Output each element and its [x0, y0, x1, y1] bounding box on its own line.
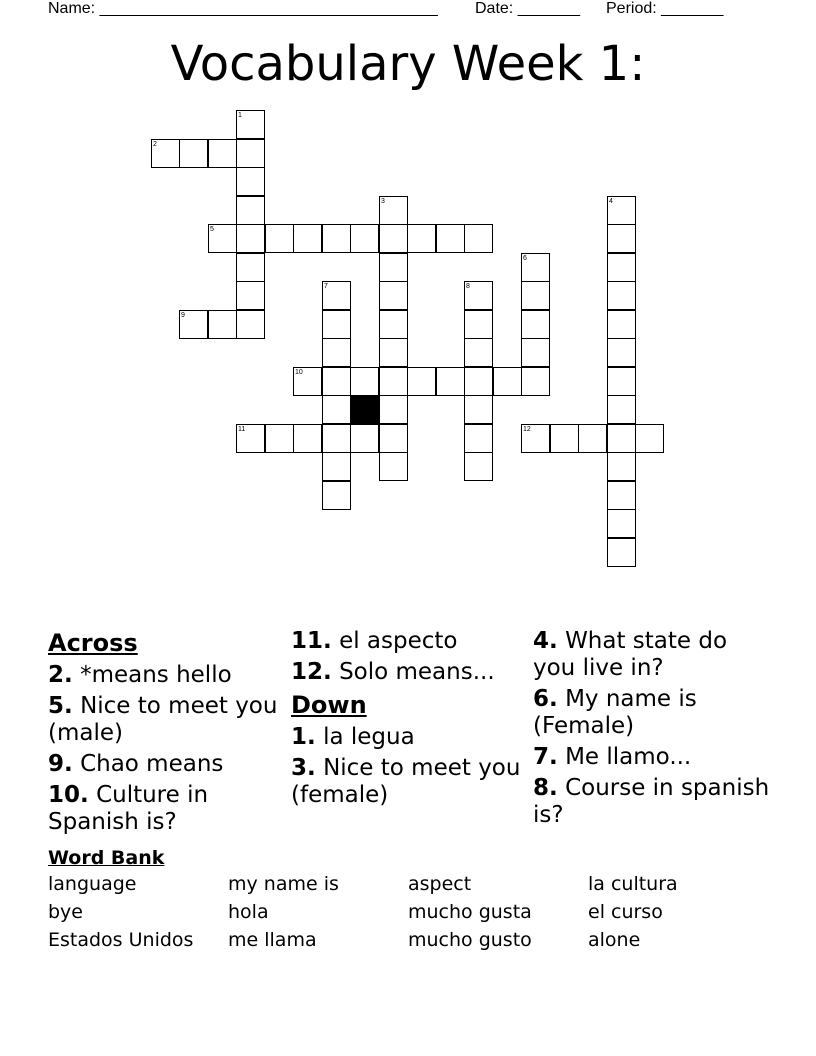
clue-text: Culture in Spanish is? [48, 782, 209, 835]
crossword-cell[interactable] [464, 395, 493, 424]
crossword-clue-number: 10 [295, 369, 303, 376]
clue-number: 11. [291, 628, 332, 654]
clue-down-4 [533, 628, 773, 682]
clue-number: 7. [533, 744, 558, 770]
crossword-cell[interactable] [236, 167, 265, 196]
crossword-cell[interactable] [607, 281, 636, 310]
crossword-cell[interactable] [521, 281, 550, 310]
word-bank-item: alone [588, 929, 641, 951]
crossword-cell[interactable] [322, 281, 351, 310]
clue-text: Chao means [80, 751, 224, 777]
crossword-black-square [350, 395, 379, 424]
clue-down-1 [291, 724, 531, 751]
crossword-cell[interactable] [607, 509, 636, 538]
crossword-cell[interactable] [379, 253, 408, 282]
across-heading: Across [48, 629, 138, 657]
word-bank-item: hola [228, 901, 269, 923]
crossword-cell[interactable] [208, 139, 237, 168]
crossword-cell[interactable] [550, 424, 579, 453]
crossword-clue-number: 9 [181, 312, 185, 319]
clue-number: 9. [48, 751, 73, 777]
crossword-cell[interactable] [379, 310, 408, 339]
crossword-cell[interactable] [379, 424, 408, 453]
period-field[interactable]: Period: _______ [606, 0, 724, 17]
crossword-cell[interactable] [521, 367, 550, 396]
word-bank-item: mucho gusta [408, 901, 532, 923]
clue-number: 10. [48, 782, 89, 808]
word-bank [48, 846, 788, 960]
crossword-cell[interactable] [151, 139, 180, 168]
clue-number: 1. [291, 724, 316, 750]
crossword-cell[interactable] [236, 424, 265, 453]
crossword-cell[interactable] [607, 395, 636, 424]
crossword-cell[interactable] [322, 424, 351, 453]
crossword-cell[interactable] [322, 452, 351, 481]
crossword-cell[interactable] [379, 224, 408, 253]
crossword-cell[interactable] [236, 310, 265, 339]
crossword-cell[interactable] [322, 224, 351, 253]
clue-across-5 [48, 693, 288, 747]
crossword-cell[interactable] [521, 253, 550, 282]
crossword-clue-number: 8 [466, 283, 470, 290]
crossword-cell[interactable] [236, 139, 265, 168]
clue-number: 6. [533, 686, 558, 712]
crossword-clue-number: 6 [523, 255, 527, 262]
crossword-cell[interactable] [322, 338, 351, 367]
name-field[interactable]: Name: ______________________________________ [48, 0, 438, 17]
clue-text: Nice to meet you (female) [291, 755, 521, 808]
crossword-cell[interactable] [607, 452, 636, 481]
word-bank-item: my name is [228, 873, 339, 895]
crossword-cell[interactable] [464, 338, 493, 367]
clue-across-9 [48, 751, 288, 778]
crossword-cell[interactable] [265, 424, 294, 453]
crossword-cell[interactable] [379, 281, 408, 310]
crossword-cell[interactable] [464, 224, 493, 253]
crossword-cell[interactable] [379, 452, 408, 481]
clue-number: 4. [533, 628, 558, 654]
crossword-cell[interactable] [236, 253, 265, 282]
clue-text: Me llamo... [565, 744, 692, 770]
crossword-clue-number: 12 [523, 426, 531, 433]
crossword-cell[interactable] [607, 196, 636, 225]
crossword-cell[interactable] [350, 367, 379, 396]
crossword-cell[interactable] [521, 424, 550, 453]
clue-number: 5. [48, 693, 73, 719]
crossword-cell[interactable] [379, 395, 408, 424]
crossword-clue-number: 5 [210, 226, 214, 233]
crossword-cell[interactable] [322, 310, 351, 339]
clue-number: 3. [291, 755, 316, 781]
clues-section [48, 628, 788, 848]
clue-down-8 [533, 775, 773, 829]
crossword-cell[interactable] [464, 367, 493, 396]
crossword-cell[interactable] [236, 196, 265, 225]
page-title: Vocabulary Week 1: [170, 36, 646, 92]
crossword-cell[interactable] [179, 139, 208, 168]
crossword-cell[interactable] [464, 424, 493, 453]
crossword-cell[interactable] [293, 224, 322, 253]
word-bank-item: la cultura [588, 873, 678, 895]
crossword-cell[interactable] [607, 424, 636, 453]
crossword-cell[interactable] [322, 367, 351, 396]
date-field[interactable]: Date: _______ [475, 0, 580, 17]
crossword-cell[interactable] [208, 310, 237, 339]
word-bank-item: me llama [228, 929, 317, 951]
crossword-cell[interactable] [521, 310, 550, 339]
crossword-cell[interactable] [407, 224, 436, 253]
crossword-cell[interactable] [607, 367, 636, 396]
crossword-clue-number: 1 [238, 112, 242, 119]
crossword-cell[interactable] [236, 110, 265, 139]
clues-column-3 [533, 628, 773, 833]
crossword-cell[interactable] [293, 424, 322, 453]
crossword-cell[interactable] [350, 224, 379, 253]
clue-across-2 [48, 662, 288, 689]
crossword-cell[interactable] [464, 281, 493, 310]
crossword-cell[interactable] [265, 224, 294, 253]
crossword-cell[interactable] [436, 367, 465, 396]
clue-text: el aspecto [339, 628, 458, 654]
crossword-cell[interactable] [379, 196, 408, 225]
crossword-cell[interactable] [179, 310, 208, 339]
crossword-cell[interactable] [607, 338, 636, 367]
crossword-cell[interactable] [493, 367, 522, 396]
clue-text: My name is (Female) [533, 686, 697, 739]
crossword-clue-number: 3 [381, 198, 385, 205]
crossword-cell[interactable] [578, 424, 607, 453]
down-heading: Down [291, 691, 367, 719]
crossword-cell[interactable] [322, 395, 351, 424]
crossword-cell[interactable] [521, 338, 550, 367]
crossword-cell[interactable] [236, 224, 265, 253]
word-bank-item: Estados Unidos [48, 929, 194, 951]
clue-text: Course in spanish is? [533, 775, 770, 828]
crossword-cell[interactable] [322, 481, 351, 510]
crossword-cell[interactable] [607, 481, 636, 510]
clue-across-11 [291, 628, 531, 655]
clue-text: *means hello [80, 662, 232, 688]
clue-number: 8. [533, 775, 558, 801]
clue-across-10 [48, 782, 288, 836]
crossword-clue-number: 4 [609, 198, 613, 205]
crossword-cell[interactable] [236, 281, 265, 310]
crossword-cell[interactable] [293, 367, 322, 396]
crossword-cell[interactable] [607, 224, 636, 253]
crossword-clue-number: 11 [238, 426, 246, 433]
crossword-cell[interactable] [379, 367, 408, 396]
word-bank-item: aspect [408, 873, 472, 895]
clue-down-3 [291, 755, 531, 809]
clue-text: What state do you live in? [533, 628, 728, 681]
crossword-cell[interactable] [464, 452, 493, 481]
clue-text: Nice to meet you (male) [48, 693, 278, 746]
crossword-cell[interactable] [635, 424, 664, 453]
crossword-cell[interactable] [607, 253, 636, 282]
clue-across-12 [291, 659, 531, 686]
crossword-cell[interactable] [607, 538, 636, 567]
crossword-clue-number: 7 [324, 283, 328, 290]
crossword-cell[interactable] [208, 224, 237, 253]
word-bank-item: bye [48, 901, 83, 923]
clue-text: Solo means... [339, 659, 495, 685]
word-bank-item: el curso [588, 901, 663, 923]
clues-column-1 [48, 628, 288, 840]
word-bank-heading: Word Bank [48, 847, 165, 869]
clues-column-2 [291, 628, 531, 813]
crossword-cell[interactable] [350, 424, 379, 453]
clue-down-6 [533, 686, 773, 740]
word-bank-list [48, 870, 788, 960]
crossword-cell[interactable] [407, 367, 436, 396]
crossword-cell[interactable] [436, 224, 465, 253]
clue-down-7 [533, 744, 773, 771]
crossword-cell[interactable] [379, 338, 408, 367]
crossword-cell[interactable] [607, 310, 636, 339]
word-bank-item: language [48, 873, 137, 895]
word-bank-item: mucho gusto [408, 929, 532, 951]
clue-number: 2. [48, 662, 73, 688]
crossword-cell[interactable] [464, 310, 493, 339]
crossword-clue-number: 2 [153, 141, 157, 148]
clue-number: 12. [291, 659, 332, 685]
clue-text: la legua [323, 724, 415, 750]
